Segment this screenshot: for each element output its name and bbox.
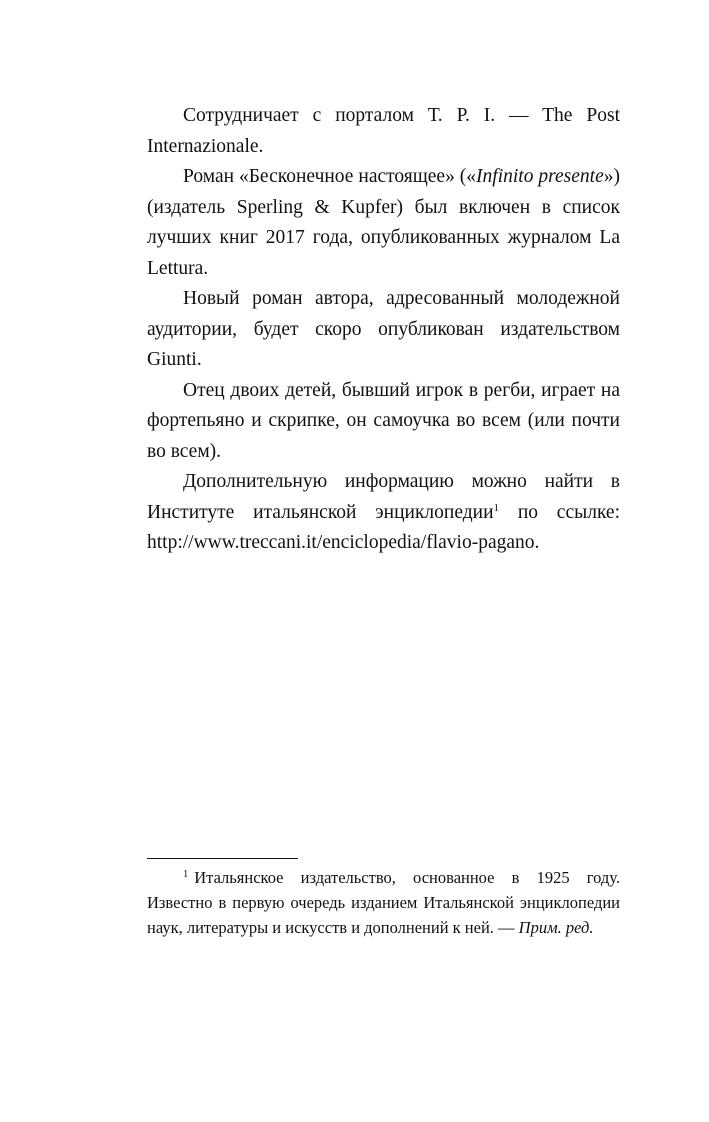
paragraph-text: Дополнительную информацию можно найти в Институте итальянской энциклопедии <box>147 471 620 523</box>
paragraph-text: ») (издатель Sperling & Kupfer) был включен в список лучших книг 2017 года, опубликованных журналом La Lettura. <box>147 166 620 279</box>
paragraph-text: Сотрудничает с порталом Т. Р. I. — The Post Internazionale. <box>147 105 620 157</box>
paragraph-more-info <box>147 467 620 559</box>
main-text <box>147 101 620 559</box>
footnote-divider <box>147 858 298 859</box>
paragraph-text: Роман «Бесконечное настоящее» (« <box>183 166 477 187</box>
paragraph-text: по ссылке: http://www.treccani.it/enciclopedia/flavio-pagano. <box>147 501 620 553</box>
footnote-marker: 1 <box>183 869 189 880</box>
editor-note-italic: Прим. ред. <box>518 918 594 937</box>
paragraph-new-novel <box>147 284 620 376</box>
paragraph-novel-infinito <box>147 162 620 284</box>
footnote <box>147 865 620 940</box>
footnote-reference: 1 <box>493 501 500 514</box>
footnote-text: Итальянское издательство, основанное в 1925 году. Известно в первую очередь изданием Итальянской энциклопедии наук, литературы и искусств и дополнений к ней. — <box>147 868 620 937</box>
paragraph-collaboration <box>147 101 620 162</box>
paragraph-text: Новый роман автора, адресованный молодежной аудитории, будет скоро опубликован издательством Giunti. <box>147 288 620 370</box>
book-title-italic: Infinito presente <box>476 166 604 187</box>
paragraph-text: Отец двоих детей, бывший игрок в регби, играет на фортепьяно и скрипке, он самоучка во всем (или почти во всем). <box>147 379 620 462</box>
paragraph-biography <box>147 376 620 468</box>
